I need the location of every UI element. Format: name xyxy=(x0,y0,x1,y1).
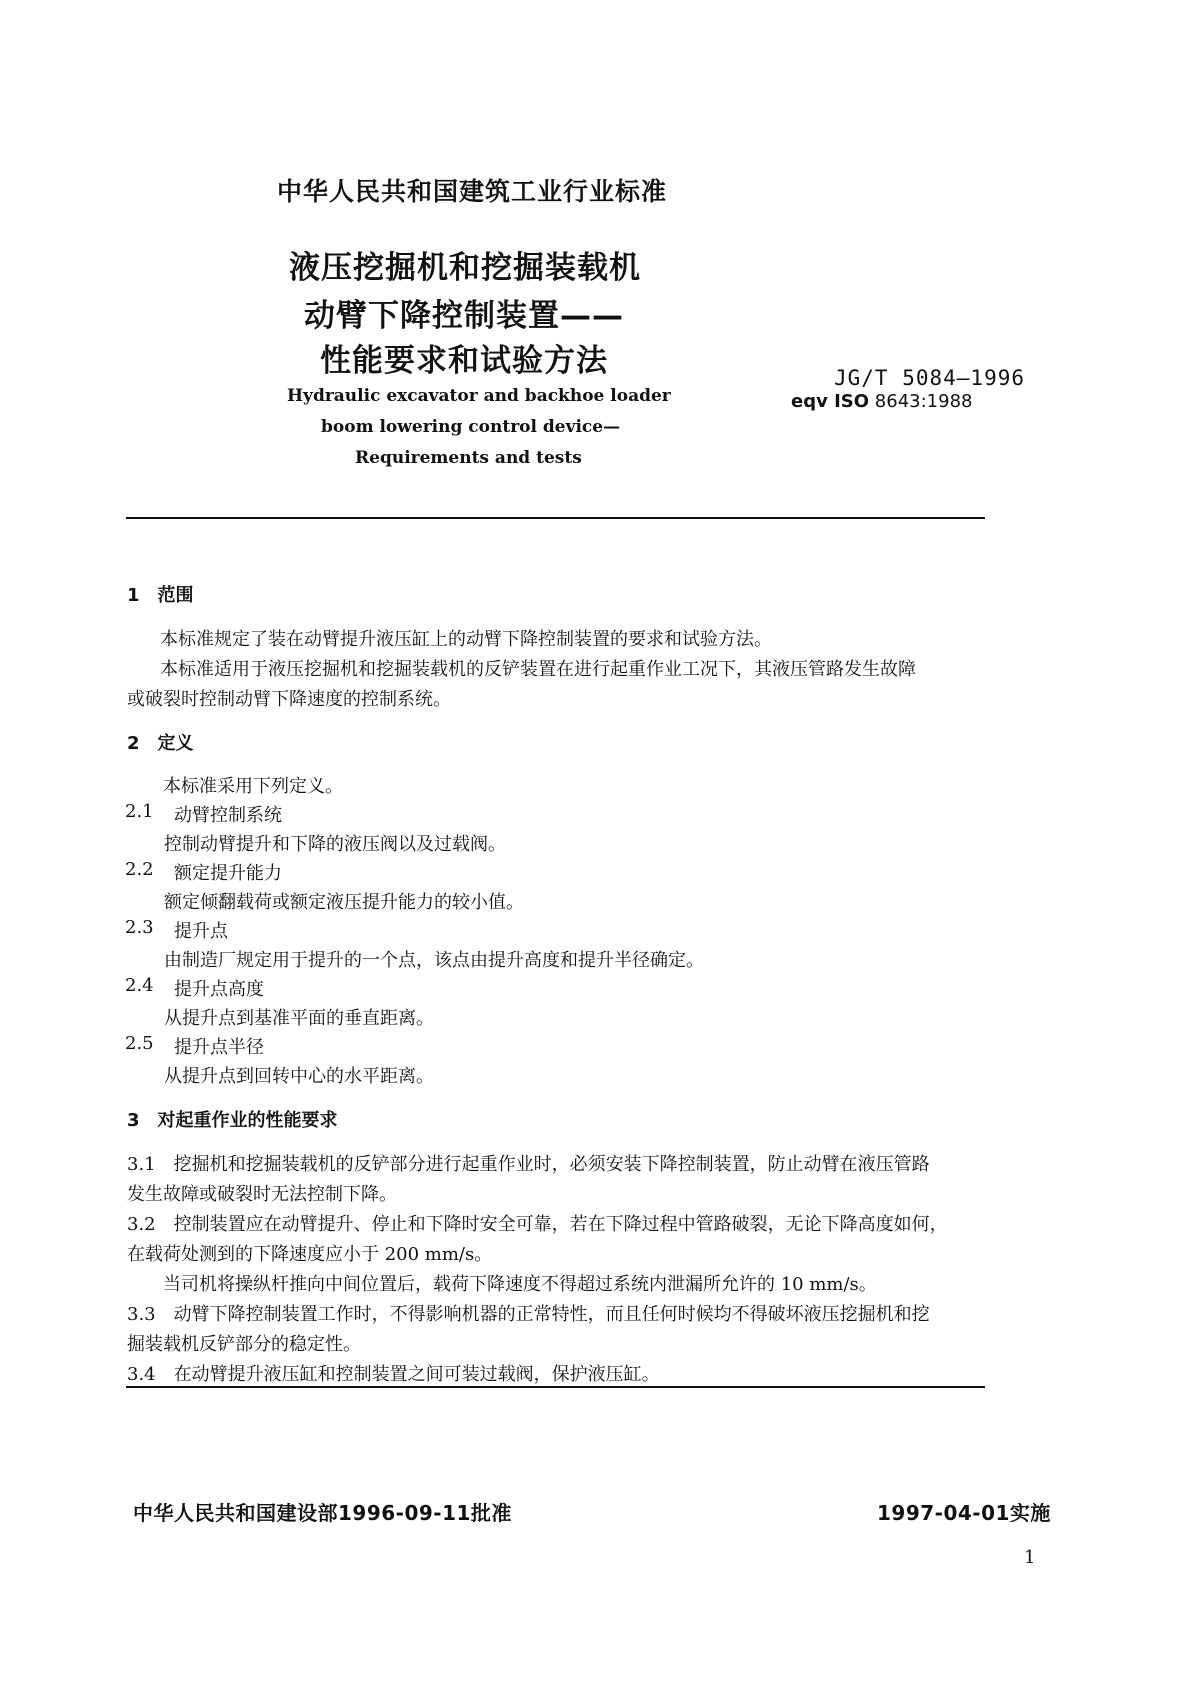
definition-term: 提升点半径 xyxy=(174,1037,264,1058)
definition-number: 2.1 xyxy=(125,801,154,822)
header-divider xyxy=(126,517,985,519)
eqv-number: 8643:1988 xyxy=(874,391,973,412)
definition-term: 额定提升能力 xyxy=(174,863,282,884)
definition-number: 2.3 xyxy=(125,917,154,938)
footer-divider xyxy=(126,1386,985,1388)
clause-3-1-line-1: 3.1 挖掘机和挖掘装载机的反铲部分进行起重作业时，必须安装下降控制装置，防止动臂在液压管路 xyxy=(127,1154,930,1175)
standard-category-title: 中华人民共和国建筑工业行业标准 xyxy=(277,177,668,206)
title-line-3: 性能要求和试验方法 xyxy=(320,343,608,379)
title-line-1: 液压挖掘机和挖掘装载机 xyxy=(289,250,641,286)
definition-number: 2.2 xyxy=(125,859,154,880)
section-2-heading: 2 定义 xyxy=(127,733,194,754)
clause-3-2-line-1: 3.2 控制装置应在动臂提升、停止和下降时安全可靠，若在下降过程中管路破裂，无论下降高度如何， xyxy=(127,1214,948,1235)
implementation-date: 1997-04-01实施 xyxy=(877,1501,1051,1525)
clause-3-4: 3.4 在动臂提升液压缸和控制装置之间可装过载阀，保护液压缸。 xyxy=(127,1364,660,1385)
section-1-paragraph-2a: 本标准适用于液压挖掘机和挖掘装载机的反铲装置在进行起重作业工况下，其液压管路发生故障 xyxy=(160,659,916,680)
approval-line: 中华人民共和国建设部1996-09-11批准 xyxy=(133,1501,512,1525)
section-1-heading: 1 范围 xyxy=(127,585,194,606)
english-title-line-1: Hydraulic excavator and backhoe loader xyxy=(287,386,671,406)
clause-3-2-line-2: 在载荷处测到的下降速度应小于 200 mm/s。 xyxy=(127,1244,493,1265)
definition-term: 动臂控制系统 xyxy=(174,805,282,826)
clause-3-3-line-1: 3.3 动臂下降控制装置工作时，不得影响机器的正常特性，而且任何时候均不得破坏液压挖掘机和挖 xyxy=(127,1304,930,1325)
section-3-heading: 3 对起重作业的性能要求 xyxy=(127,1110,338,1131)
definition-number: 2.4 xyxy=(125,975,154,996)
definition-number: 2.5 xyxy=(125,1033,154,1054)
title-line-2: 动臂下降控制装置—— xyxy=(304,298,624,334)
english-title-line-2: boom lowering control device— xyxy=(321,417,621,437)
definition-description: 由制造厂规定用于提升的一个点，该点由提升高度和提升半径确定。 xyxy=(164,950,704,971)
page-number: 1 xyxy=(1024,1547,1036,1568)
equivalent-standard xyxy=(791,391,972,412)
section-1-paragraph-2b: 或破裂时控制动臂下降速度的控制系统。 xyxy=(127,689,451,710)
section-2-intro: 本标准采用下列定义。 xyxy=(163,776,343,797)
section-1-paragraph-1: 本标准规定了装在动臂提升液压缸上的动臂下降控制装置的要求和试验方法。 xyxy=(160,629,772,650)
clause-3-2-line-3: 当司机将操纵杆推向中间位置后，载荷下降速度不得超过系统内泄漏所允许的 10 mm/s。 xyxy=(163,1274,877,1295)
definition-description: 从提升点到基准平面的垂直距离。 xyxy=(164,1008,434,1029)
standard-number: JG/T 5084—1996 xyxy=(834,366,1026,390)
definition-term: 提升点 xyxy=(174,921,228,942)
english-title-line-3: Requirements and tests xyxy=(355,448,582,468)
clause-3-3-line-2: 掘装载机反铲部分的稳定性。 xyxy=(127,1334,361,1355)
definition-description: 控制动臂提升和下降的液压阀以及过载阀。 xyxy=(164,834,506,855)
eqv-prefix: eqv ISO xyxy=(791,391,870,412)
definition-term: 提升点高度 xyxy=(174,979,264,1000)
definition-description: 从提升点到回转中心的水平距离。 xyxy=(164,1066,434,1087)
definition-description: 额定倾翻载荷或额定液压提升能力的较小值。 xyxy=(164,892,524,913)
clause-3-1-line-2: 发生故障或破裂时无法控制下降。 xyxy=(127,1184,397,1205)
